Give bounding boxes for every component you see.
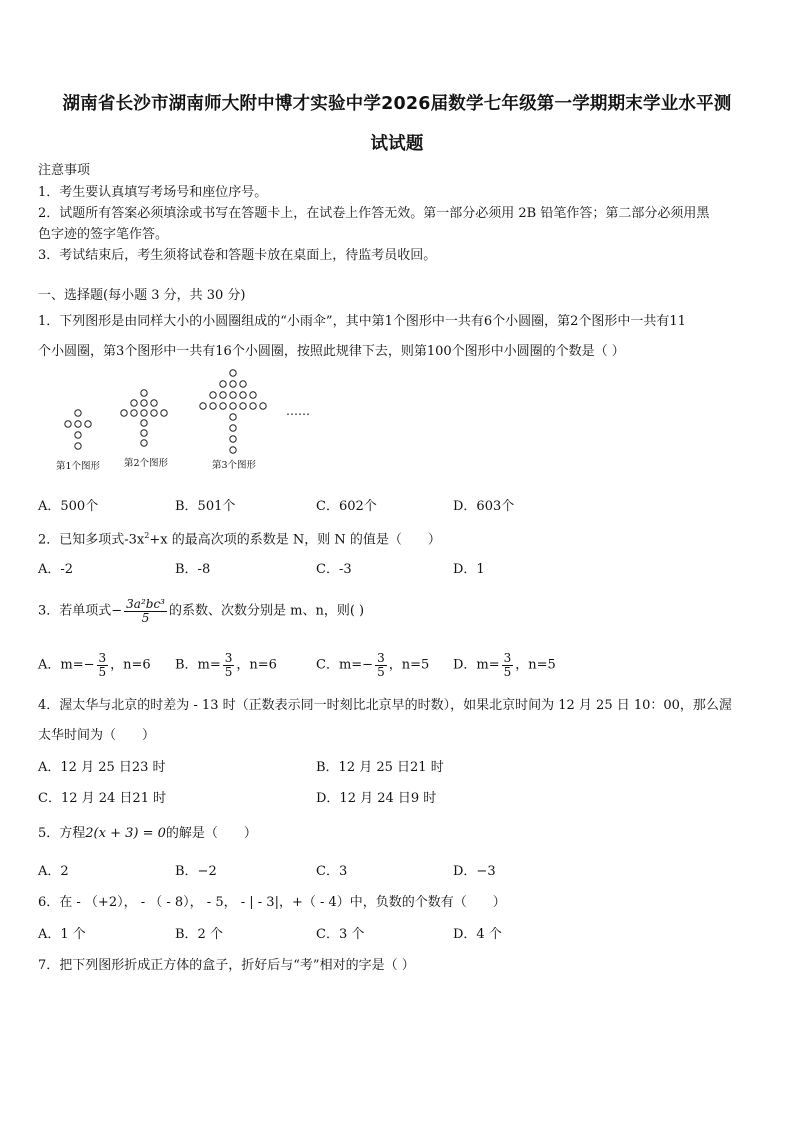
q3-option-c[interactable] [316, 652, 429, 678]
section-heading: 一、选择题(每小题 3 分，共 30 分) [38, 288, 246, 303]
q2-option-d[interactable]: D．1 [453, 562, 485, 577]
q2-option-b[interactable]: B．-8 [175, 562, 211, 577]
q3-option-b-tail: ，n=6 [236, 657, 277, 673]
q5-option-a[interactable]: A．2 [38, 864, 69, 879]
q4-stem-line2: 太华时间为（ ） [38, 728, 156, 743]
q4-option-a[interactable]: A．12 月 25 日23 时 [38, 760, 166, 775]
q5-option-d[interactable]: D．−3 [453, 864, 496, 879]
q3-option-b-num: 3 [224, 651, 233, 665]
q4-stem-line1: 4．渥太华与北京的时差为 - 13 时（正数表示同一时刻比北京早的时数），如果北京时间为 12 月 25 日 10：00，那么渥 [38, 698, 732, 713]
notice-item-2: 2．试题所有答案必须填涂或书写在答题卡上，在试卷上作答无效。第一部分必须用 2B 铅笔作答；第二部分必须用黑 [38, 206, 710, 221]
q2-stem-suffix: +x 的最高次项的系数是 N，则 N 的值是（ ） [149, 532, 441, 548]
umbrella-figure-3 [200, 370, 266, 453]
umbrella-figure-1 [65, 410, 91, 449]
q2-option-a[interactable]: A．-2 [38, 562, 74, 577]
q3-option-a-num: 3 [98, 651, 107, 665]
q6-option-d[interactable]: D．4 个 [453, 927, 502, 942]
q3-option-a-fraction [97, 652, 109, 678]
q3-monomial-fraction [124, 598, 167, 624]
q2-stem-prefix: 2．已知多项式-3x [38, 532, 145, 548]
q6-stem: 6．在 - （+2）， - （ - 8）， - 5， - | - 3|，+（ - 4）中，负数的个数有（ ） [38, 895, 506, 910]
exam-title-line2: 试试题 [370, 134, 424, 154]
q3-option-b[interactable] [175, 652, 277, 678]
notice-item-3: 3．考试结束后，考生须将试卷和答题卡放在桌面上，待监考员收回。 [38, 248, 437, 263]
notice-heading: 注意事项 [38, 163, 91, 178]
q5-stem [38, 827, 257, 840]
q3-frac-num: 3a²bc³ [126, 597, 165, 611]
q3-option-c-fraction [375, 652, 387, 678]
q1-option-b[interactable]: B．501个 [175, 499, 236, 514]
q3-option-d-num: 3 [503, 651, 512, 665]
q2-stem [38, 532, 441, 546]
figure-ellipsis: …… [286, 404, 310, 418]
q3-option-c-num: 3 [377, 651, 385, 665]
q1-option-c[interactable]: C．602个 [316, 499, 377, 514]
q3-option-d-label: D．m= [453, 657, 500, 673]
q5-stem-prefix: 5．方程 [38, 826, 86, 841]
q5-stem-suffix: 的解是（ ） [165, 826, 257, 841]
q3-option-d-tail: ，n=5 [515, 657, 556, 673]
q5-option-c[interactable]: C．3 [316, 864, 348, 879]
q3-option-c-tail: ，n=5 [388, 657, 430, 673]
figure-3-label: 第3个图形 [212, 460, 257, 471]
q3-option-c-label: C．m=− [316, 657, 374, 673]
q7-stem: 7．把下列图形折成正方体的盒子，折好后与“考”相对的字是（ ） [38, 958, 415, 973]
q3-option-d-den: 5 [503, 664, 512, 679]
q6-option-c[interactable]: C．3 个 [316, 927, 365, 942]
q1-stem-line1: 1．下列图形是由同样大小的小圆圈组成的“小雨伞”，其中第1个图形中一共有6个小圆圈，第2个图形中一共有11 [38, 314, 686, 329]
notice-item-2-cont: 色字迹的签字笔作答。 [38, 227, 169, 242]
q3-stem-prefix: 3．若单项式− [38, 603, 123, 619]
q2-stem-sup: 2 [144, 531, 150, 540]
q3-option-b-label: B．m= [175, 657, 221, 673]
q3-option-a-den: 5 [98, 664, 107, 679]
exam-title-line1: 湖南省长沙市湖南师大附中博才实验中学2026届数学七年级第一学期期末学业水平测 [62, 94, 732, 114]
q6-option-a[interactable]: A．1 个 [38, 927, 86, 942]
q6-option-b[interactable]: B．2 个 [175, 927, 223, 942]
q3-option-b-fraction [223, 652, 235, 678]
q4-option-d[interactable]: D．12 月 24 日9 时 [316, 791, 437, 806]
q1-option-a[interactable]: A．500个 [38, 499, 99, 514]
figure-1-label: 第1个图形 [56, 461, 101, 472]
q2-option-c[interactable]: C．-3 [316, 562, 352, 577]
q5-equation: 2(x + 3) = 0 [85, 826, 166, 841]
q3-stem [38, 598, 364, 624]
q3-option-d[interactable] [453, 652, 556, 678]
q3-option-d-fraction [502, 652, 514, 678]
umbrella-figure-2 [121, 390, 167, 446]
q3-frac-den: 5 [141, 610, 150, 625]
figure-2-label: 第2个图形 [124, 458, 169, 469]
q3-option-a[interactable] [38, 652, 151, 678]
q1-stem-line2: 个小圆圈，第3个图形中一共有16个小圆圈，按照此规律下去，则第100个图形中小圆圈的个数是（ ） [38, 344, 625, 359]
q4-option-b[interactable]: B．12 月 25 日21 时 [316, 760, 444, 775]
notice-item-1: 1．考生要认真填写考场号和座位序号。 [38, 185, 268, 200]
q5-option-b[interactable]: B．−2 [175, 864, 217, 879]
q3-stem-suffix: 的系数、次数分别是 m、n，则( ) [168, 603, 365, 619]
q3-option-b-den: 5 [224, 664, 233, 679]
q4-option-c[interactable]: C．12 月 24 日21 时 [38, 791, 167, 806]
q3-option-a-tail: ，n=6 [110, 657, 151, 673]
q3-option-c-den: 5 [377, 664, 385, 679]
q3-option-a-label: A．m=− [38, 657, 95, 673]
q1-option-d[interactable]: D．603个 [453, 499, 515, 514]
